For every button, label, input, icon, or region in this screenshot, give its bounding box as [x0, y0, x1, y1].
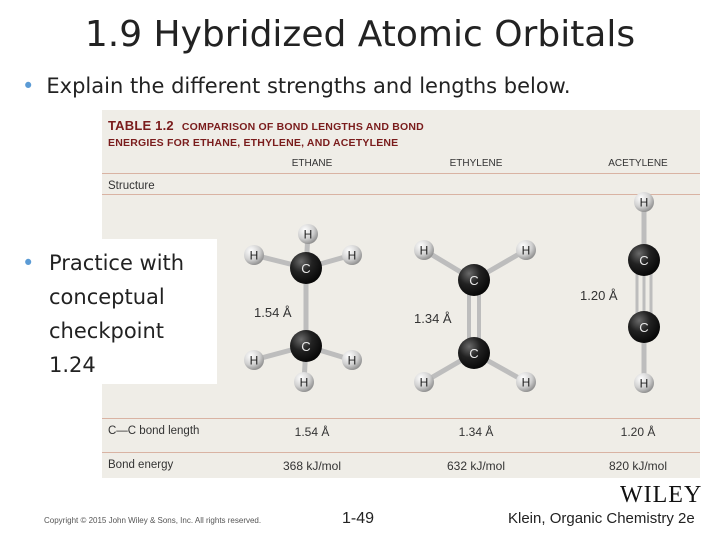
practice-line-4: 1.24	[49, 353, 96, 377]
atom-label: H	[419, 243, 429, 258]
hydrogen-atom-icon	[244, 350, 264, 370]
hydrogen-atom-icon	[342, 350, 362, 370]
carbon-atom-icon	[628, 311, 660, 343]
atom-label: H	[419, 375, 429, 390]
row-label-bond-length: C—C bond length	[108, 425, 200, 437]
acetylene-structure	[580, 192, 660, 393]
ethane-structure	[244, 224, 362, 392]
practice-line-1: Practice with	[49, 251, 185, 275]
hydrogen-atom-icon	[634, 373, 654, 393]
atom-label: C	[469, 346, 479, 361]
row-label-bond-energy: Bond energy	[108, 459, 174, 471]
hydrogen-atom-icon	[298, 224, 318, 244]
hydrogen-atom-icon	[516, 372, 536, 392]
practice-line-2: conceptual	[49, 285, 165, 309]
hydrogen-atom-icon	[342, 245, 362, 265]
carbon-atom-icon	[458, 337, 490, 369]
atom-label: H	[521, 375, 531, 390]
bullet-dot-icon: •	[22, 74, 35, 98]
bond-length-ethylene: 1.34 Å	[458, 425, 494, 439]
carbon-atom-icon	[290, 252, 322, 284]
bullet-explain	[22, 74, 571, 98]
row-label-structure: Structure	[108, 180, 155, 192]
caption-line-1: COMPARISON OF BOND LENGTHS AND BOND	[181, 121, 424, 133]
caption-line-2: ENERGIES FOR ETHANE, ETHYLENE, AND ACETYLENE	[108, 137, 399, 149]
wiley-logo	[620, 482, 702, 509]
bond-energy-acetylene: 820 kJ/mol	[608, 459, 668, 473]
hydrogen-atom-icon	[516, 240, 536, 260]
atom-label: H	[249, 248, 259, 263]
book-reference: Klein, Organic Chemistry 2e	[508, 510, 695, 527]
ethylene-bond-length-label: 1.34 Å	[414, 311, 452, 326]
wiley-logo-text: WILEY	[620, 482, 703, 508]
ethane-bond-length-label: 1.54 Å	[254, 305, 292, 320]
atom-label: H	[249, 353, 259, 368]
table-number: TABLE 1.2	[108, 118, 174, 133]
atom-label: H	[303, 227, 313, 242]
slide-title: 1.9 Hybridized Atomic Orbitals	[84, 14, 636, 55]
atom-label: C	[301, 339, 311, 354]
practice-line-3: checkpoint	[49, 319, 165, 343]
hydrogen-atom-icon	[634, 192, 654, 212]
atom-label: H	[639, 376, 649, 391]
carbon-atom-icon	[628, 244, 660, 276]
hydrogen-atom-icon	[414, 240, 434, 260]
bond-length-ethane: 1.54 Å	[294, 425, 330, 439]
hydrogen-atom-icon	[294, 372, 314, 392]
bullet-explain-text: Explain the different strengths and lengths below.	[46, 74, 571, 98]
atom-label: C	[639, 253, 649, 268]
atom-label: C	[639, 320, 649, 335]
carbon-atom-icon	[458, 264, 490, 296]
atom-label: H	[521, 243, 531, 258]
bond-energy-ethylene: 632 kJ/mol	[446, 459, 506, 473]
column-acetylene: ACETYLENE	[608, 158, 668, 169]
hydrogen-atom-icon	[244, 245, 264, 265]
atom-label: H	[347, 248, 357, 263]
bullet-practice-text	[49, 246, 229, 382]
carbon-atom-icon	[290, 330, 322, 362]
hydrogen-atom-icon	[414, 372, 434, 392]
copyright-notice: Copyright © 2015 John Wiley & Sons, Inc. All rights reserved.	[44, 516, 262, 525]
column-ethylene: ETHYLENE	[449, 158, 503, 169]
bond-energy-ethane: 368 kJ/mol	[282, 459, 342, 473]
bullet-dot-icon: •	[22, 251, 35, 275]
atom-label: H	[639, 195, 649, 210]
bond-length-acetylene: 1.20 Å	[620, 425, 656, 439]
column-ethane: ETHANE	[291, 158, 333, 169]
slide-number: 1-49	[342, 510, 375, 527]
acetylene-bond-length-label: 1.20 Å	[580, 288, 618, 303]
atom-label: C	[469, 273, 479, 288]
atom-label: C	[301, 261, 311, 276]
atom-label: H	[299, 375, 309, 390]
atom-label: H	[347, 353, 357, 368]
ethylene-structure	[414, 240, 536, 392]
